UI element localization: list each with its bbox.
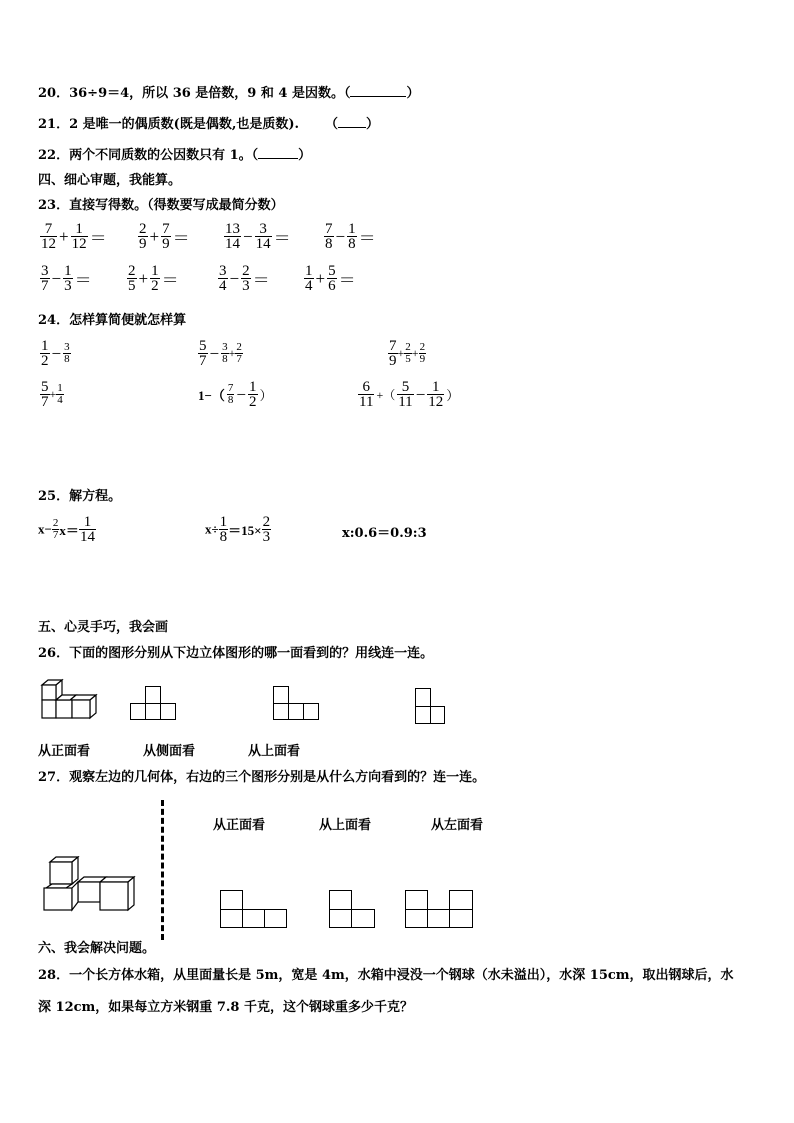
view-label-front[interactable]: 从正面看 — [213, 818, 266, 833]
question-text: 直接写得数。（得数要写成最简分数） — [69, 198, 284, 213]
expression-24-3: $\frac{7}{9}$ + $\frac{2}{5}$ + $\frac{2}{9}$ — [389, 338, 426, 369]
fraction: $\frac{1}{2}$ — [249, 379, 257, 410]
section-5-heading: 五、心灵手巧，我会画 — [38, 620, 169, 635]
fraction: $\frac{1}{2}$ — [151, 263, 159, 294]
equation-25-1: x− $\frac{2}{7}$ x＝ $\frac{1}{14}$ — [38, 514, 95, 545]
section-4-heading: 四、细心审题，我能算。 — [38, 173, 182, 188]
equals-sign: ＝ — [252, 271, 270, 290]
fraction: $\frac{5}{7}$ — [199, 338, 207, 369]
fraction: $\frac{1}{3}$ — [64, 263, 72, 294]
question-22: 22．两个不同质数的公因数只有 1。（ ） — [38, 148, 312, 163]
view-label-left[interactable]: 从左面看 — [431, 818, 484, 833]
view-label-side[interactable]: 从侧面看 — [143, 744, 196, 759]
equals-sign: ＝ — [89, 229, 107, 248]
question-24 — [38, 313, 186, 329]
expression-24-1: $\frac{1}{2}$ − $\frac{3}{8}$ — [41, 338, 70, 369]
fraction: $\frac{3}{8}$ — [64, 341, 70, 365]
fraction: $\frac{5}{7}$ — [41, 379, 49, 410]
fraction: $\frac{7}{8}$ — [325, 221, 333, 252]
expression-23-row1-1: $\frac{7}{12}$ + $\frac{1}{12}$ ＝ — [41, 221, 107, 252]
view-label-top[interactable]: 从上面看 — [319, 818, 372, 833]
question-text: 两个不同质数的公因数只有 1。（ — [69, 148, 259, 163]
answer-blank[interactable] — [338, 115, 366, 128]
section-6-heading: 六、我会解决问题。 — [38, 941, 156, 956]
expression-23-row1-4: $\frac{7}{8}$ − $\frac{1}{8}$ ＝ — [325, 221, 376, 252]
answer-blank[interactable] — [350, 84, 406, 97]
fraction: $\frac{1}{2}$ — [41, 338, 49, 369]
question-text: 解方程。 — [69, 489, 122, 504]
view-label-top[interactable]: 从上面看 — [248, 744, 301, 759]
fraction: $\frac{2}{5}$ — [128, 263, 136, 294]
expression-23-row2-3: $\frac{3}{4}$ − $\frac{2}{3}$ ＝ — [219, 263, 270, 294]
view-shape-27-3[interactable] — [405, 890, 473, 928]
question-number: 26． — [38, 646, 70, 661]
fraction: $\frac{7}{9}$ — [389, 338, 397, 369]
equation-25-2: x÷ $\frac{1}{8}$ ＝15× $\frac{2}{3}$ — [205, 514, 271, 545]
fraction: $\frac{2}{3}$ — [242, 263, 250, 294]
expression-24-5: 1−（ $\frac{7}{8}$ − $\frac{1}{2}$ ） — [198, 379, 273, 410]
fraction: $\frac{1}{14}$ — [79, 514, 95, 545]
fraction: $\frac{3}{4}$ — [219, 263, 227, 294]
fraction: $\frac{2}{9}$ — [139, 221, 147, 252]
fraction: $\frac{1}{4}$ — [57, 382, 63, 406]
expression-24-4: $\frac{5}{7}$ + $\frac{1}{4}$ — [41, 379, 63, 410]
view-shape-27-1[interactable] — [220, 890, 287, 928]
fraction: $\frac{13}{14}$ — [225, 221, 240, 252]
question-20: 20．36÷9＝4，所以 36 是倍数，9 和 4 是因数。（ ） — [38, 86, 420, 101]
question-text: 2 是唯一的偶质数(既是偶数,也是质数). — [69, 117, 300, 132]
question-number: 20． — [38, 86, 70, 101]
fraction: $\frac{7}{12}$ — [41, 221, 56, 252]
equals-sign: ＝ — [338, 271, 356, 290]
question-23 — [38, 198, 284, 214]
fraction: $\frac{5}{6}$ — [328, 263, 336, 294]
view-shape-26-2[interactable] — [273, 686, 319, 720]
expression-23-row2-4: $\frac{1}{4}$ + $\frac{5}{6}$ ＝ — [305, 263, 356, 294]
question-number: 27． — [38, 770, 70, 785]
question-text: 下面的图形分别从下边立体图形的哪一面看到的？用线连一连。 — [69, 646, 434, 661]
fraction: $\frac{6}{11}$ — [359, 379, 374, 410]
fraction: $\frac{3}{8}$ — [222, 341, 228, 365]
question-number: 23． — [38, 198, 70, 213]
view-shape-26-3[interactable] — [415, 688, 445, 724]
fraction: $\frac{1}{8}$ — [219, 514, 228, 545]
question-27 — [38, 770, 485, 786]
expression-24-6: $\frac{6}{11}$ +（ $\frac{5}{11}$ − $\frac{1}{12}$ ） — [359, 379, 460, 410]
fraction: $\frac{7}{8}$ — [227, 382, 234, 406]
expression-23-row1-3: $\frac{13}{14}$ − $\frac{3}{14}$ ＝ — [225, 221, 291, 252]
question-number: 21． — [38, 117, 70, 132]
question-26 — [38, 646, 433, 662]
expression-24-2: $\frac{5}{7}$ − $\frac{3}{8}$ + $\frac{2}{7}$ — [199, 338, 242, 369]
view-label-front[interactable]: 从正面看 — [38, 744, 91, 759]
fraction: $\frac{3}{7}$ — [41, 263, 49, 294]
view-shape-27-2[interactable] — [329, 890, 375, 928]
fraction: $\frac{1}{8}$ — [348, 221, 356, 252]
expression-23-row2-2: $\frac{2}{5}$ + $\frac{1}{2}$ ＝ — [128, 263, 179, 294]
fraction: $\frac{3}{14}$ — [255, 221, 271, 252]
question-number: 28． — [38, 968, 70, 983]
fraction: $\frac{7}{9}$ — [162, 221, 170, 252]
question-number: 25． — [38, 489, 70, 504]
question-21: 21．2 是唯一的偶质数(既是偶数,也是质数). （ ） — [38, 117, 380, 132]
equation-25-3: x:0.6＝0.9:3 — [342, 526, 427, 541]
equals-sign: ＝ — [172, 229, 190, 248]
question-text: 36÷9＝4，所以 36 是倍数，9 和 4 是因数。（ — [69, 86, 351, 101]
fraction: $\frac{2}{7}$ — [236, 341, 242, 365]
fraction: $\frac{1}{12}$ — [428, 379, 444, 410]
expression-23-row1-2: $\frac{2}{9}$ + $\frac{7}{9}$ ＝ — [139, 221, 190, 252]
equals-sign: ＝ — [161, 271, 179, 290]
equals-sign: ＝ — [273, 229, 291, 248]
fraction: $\frac{2}{5}$ — [405, 341, 411, 365]
fraction: $\frac{2}{3}$ — [262, 514, 271, 545]
answer-blank[interactable] — [258, 146, 298, 159]
cube-stack-figure-26 — [38, 678, 100, 722]
question-text-line-1: 一个长方体水箱，从里面量长是 5m，宽是 4m，水箱中浸没一个钢球（水未溢出），水深 15cm，取出钢球后，水 — [69, 968, 734, 983]
question-28 — [38, 968, 734, 984]
question-text: 观察左边的几何体，右边的三个图形分别是从什么方向看到的？连一连。 — [69, 770, 486, 785]
question-text: 怎样算简便就怎样算 — [69, 313, 187, 328]
question-number: 24． — [38, 313, 70, 328]
equals-sign: ＝ — [74, 271, 92, 290]
equals-sign: ＝ — [358, 229, 376, 248]
view-shape-26-1[interactable] — [130, 686, 176, 720]
expression-23-row2-1: $\frac{3}{7}$ − $\frac{1}{3}$ ＝ — [41, 263, 92, 294]
question-number: 22． — [38, 148, 70, 163]
cube-stack-figure-27 — [42, 856, 140, 912]
fraction: $\frac{1}{12}$ — [71, 221, 87, 252]
fraction: $\frac{5}{11}$ — [398, 379, 413, 410]
dashed-divider — [161, 800, 164, 940]
fraction: $\frac{1}{4}$ — [305, 263, 313, 294]
question-25 — [38, 489, 121, 505]
fraction: $\frac{2}{7}$ — [52, 517, 59, 541]
question-28-line-2: 深 12cm，如果每立方米钢重 7.8 千克，这个钢球重多少千克？ — [38, 1000, 413, 1015]
fraction: $\frac{2}{9}$ — [419, 341, 426, 365]
